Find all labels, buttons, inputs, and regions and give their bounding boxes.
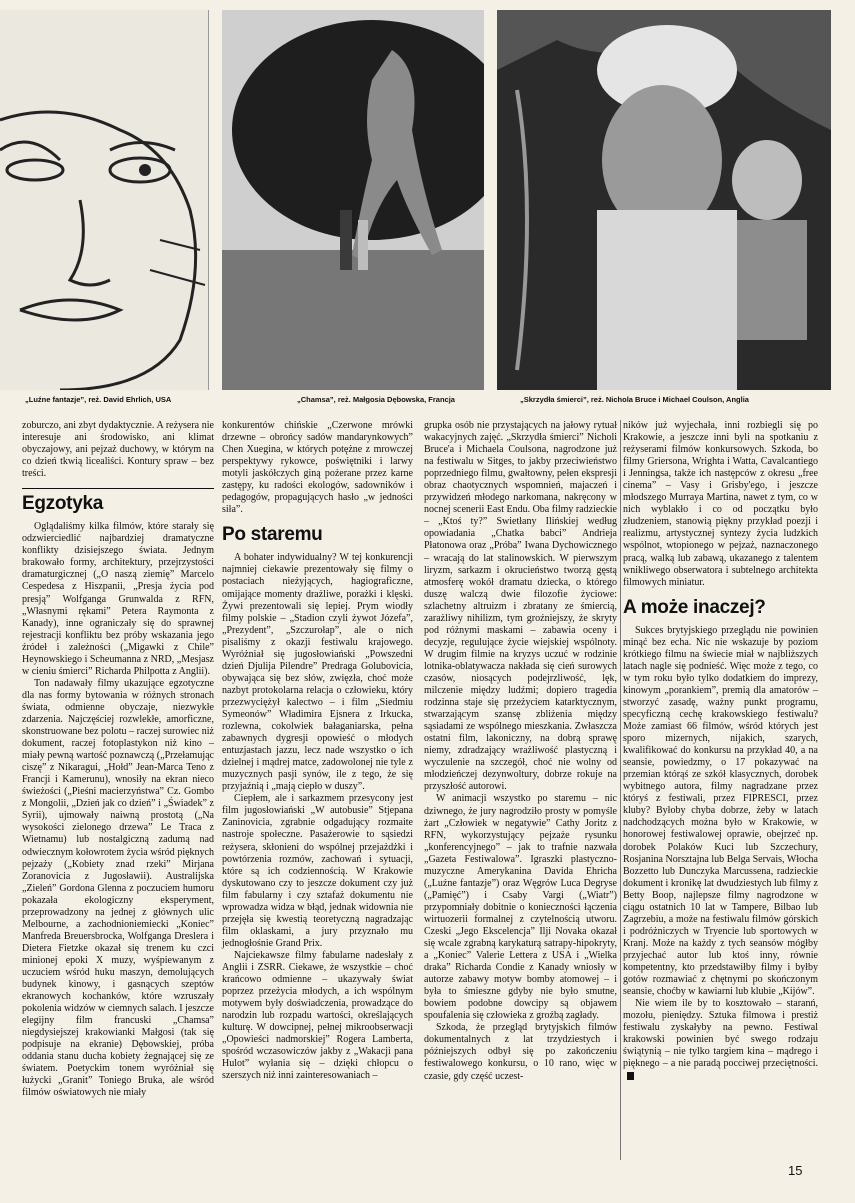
paragraph: grupka osób nie przystających na jałowy rytuał wakacyjnych zajęć. „Skrzydła śmierci” Nicholi Bruce'a i Michaela Coulsona, nagrodzone już na festiwalu w Sitges, to jakby przeciwieństwo poprzedniego filmu, gwałtowny, pełen ekspresji obraz chaotycznych wspomnień, majaczeń i przywidzeń młodego narkomana, nakręcony w nocnej scenerii East Endu. Oba filmy radzieckie – „Ktoś ty?” Swietłany Ilińskiej według opowiadania „Chatka babci” Andrieja Płatonowa oraz „Próba” Iwana Dychowicznego – wracają do lat stalinowskich. W pierwszym liryzm, sarkazm i okrucieństwo tworzą gęstą atmosferę wokół dramatu dziecka, o którego duszę walczą dwie filozofie życiowe: szlachetny altruizm i zbratany ze śmiercią, zarażliwy nihilizm, tym groźniejszy, że skryty pod różnymi maskami – zabawia oceny i decyzje, regulujące życie wiejskiej wspólnoty. W drugim filmie na kryzys uczuć w rodzinie lotnika-oblatywacza nakłada się cień surowych czasów, niosących podejrzliwość, lęk, milczenie między ludźmi; dopiero tragedia rodzinna staje się przeżyciem katarktycznym, stwarzającym szansę zbliżenia między sąsiadami ze wspólnego mieszkania. Zwłaszcza ostatni film, lakoniczny, na dobrą sprawę niemy, zdradzający wrażliwość plastyczną i wyczulenie na szczegół, choć nie wolny od młodzieńczej dezynwoltury, dobrze rokuje na przyszłość autorowi. xyxy=(424,420,617,793)
paragraph: W animacji wszystko po staremu – nic dziwnego, że jury nagrodziło prosty w pomyśle żart „Człowiek w negatywie” Cathy Joritz z RFN, wykorzystujący pejzaże rysunku „konferencyjnego” – jak to trafnie nazwała „Gazeta Festiwalowa”. Igraszki plastyczno-muzyczne Amerykanina Davida Ehricha („Luźne fantazje”) oraz Węgrów Luca Degryse („Pamięć”) i Csaby Vargi („Wiatr”) przypomniały dobitnie o konieczności łączenia wirtuozerii formalnej z czytelnością utworu. Czeski „Jego Ekscelencja” Ilji Novaka okazał się wcale zgrabną karykaturą satrapy-hipokryty, a „Koniec” Valerie Lettera z USA i „Wielka draka” Richarda Condie z Kanady wniosły w autorze zabawy motyw bomby atomowej – i była to śmieszne gdyby nie było smutne, bowiem podobne dowcipy są objawem spoufalenia się człowieka z groźbą zagłady. xyxy=(424,793,617,1022)
caption-skrzydla-smierci: „Skrzydła śmierci”, reż. Nichola Bruce i Michael Coulson, Anglia xyxy=(520,395,749,404)
paragraph: zoburczo, ani zbyt dydaktycznie. A reżysera nie interesuje ani środowisko, ani klimat obyczajowy, ani pejzaż duchowy, w którym na co dzień tkwią licealiści. Kontury spraw – bez treści. xyxy=(22,420,214,480)
text-column-1 xyxy=(22,420,214,1099)
paragraph: Szkoda, że przegląd brytyjskich filmów dokumentalnych z lat trzydziestych i późniejszych odbył się po zakończeniu festiwalowego konkursu, o 10 rano, więc w czasie, gdy część uczest- xyxy=(424,1022,617,1082)
paragraph: konkurentów chińskie „Czerwone mrówki drzewne – obrońcy sadów mandarynkowych” Chen Xuegina, w których potężne z mrowczej perspektywy rykowce, poświętniki i larwy motyli jaskółczych giną pożerane przez karne zastępy, ku radości ekologów, sadowników i pedagogów, propagujących hasło „w jedności siła”. xyxy=(222,420,413,516)
drawing-face-illustration xyxy=(0,10,208,390)
text-column-4 xyxy=(623,420,818,1082)
paragraph: Najciekawsze filmy fabularne nadesłały z Anglii i ZSRR. Ciekawe, że wszystkie – choć krańcowo odmienne – ukazywały świat poprzez przeżycia młodych, a ich wspólnym motywem były doświadczenia, prowadzące do narodzin lub rozpadu wartości, określających kulturę. W dowcipnej, pełnej mikroobserwacji „Opowieści nadmorskiej” Rogera Lamberta, spośród wczasowiczów jakby z „Wakacji pana Hulot” wyłania się – dzięki chłopcu o szerszych niż inni zainteresowaniach – xyxy=(222,949,413,1082)
paragraph: ników już wyjechała, inni rozbiegli się po Krakowie, a jeszcze inni byli na spotkaniu z reżyserami filmów konkursowych. Szkoda, bo filmy Griersona, Wrighta i Watta, Cavalcantiego i Jenningsa, także ich następców z okresu „free cinema” – Vasy i Grisby'ego, i jeszcze młodszego Murraya Martina, nawet z tym, co w nich wyblakło i co od początku było złudzeniem, stanowią piękny przykład poezji i realizmu, artystycznej syntezy życia ludzkich wspólnot, wtopionego w pejzaż, naznaczonego pracą, walką lub zabawą, ukazanego z talentem wnikliwego obserwatora i subtelnego architekta filmowych miniatur. xyxy=(623,420,818,588)
caption-chamsa: „Chamsa”, reż. Małgosia Dębowska, Francja xyxy=(297,395,455,404)
page-number: 15 xyxy=(788,1163,803,1178)
paragraph: Oglądaliśmy kilka filmów, które starały się odzwierciedlić najbardziej dramatyczne konflikty dzisiejszego świata. Jednym brakowało formy, architektury, przejrzystości dramaturgicznej („O naszą ziemię” Marcelo Cespedesa z Hiszpanii, „Presja życia pod presją” Wolfganga Grunwalda z RFN, „Własnymi rękami” Petera Raymonta z Kanady), inne ograniczały się do sprawnej rejestracji konfliktu bez próby wskazania jego źródeł i zależności („Migawki z Chile” Heynowskiego i Scheumanna z NRD, „Mesjasz w cieniu śmierci” Richarda Philpotta z Anglii). xyxy=(22,521,214,677)
photo-chamsa xyxy=(222,10,484,390)
heading-egzotyka: Egzotyka xyxy=(22,488,214,515)
column-divider xyxy=(620,420,621,1160)
paragraph xyxy=(623,998,818,1082)
text-column-3 xyxy=(424,420,617,1083)
photo-luzne-fantazje xyxy=(0,10,209,390)
paragraph: Ton nadawały filmy ukazujące egzotyczne dla nas formy bytowania w różnych stronach świata, odmienne obyczaje, niezwykłe zdarzenia. Najczęściej rozwlekłe, amorficzne, skonstruowane bez polotu – raczej surowiec niż dokument, raczej fotoplastykon niż kino – miały pewną wartość poznawczą („Przełamując ciszę” z Nikaragui, „Hołd” Jean-Marca Teno z Francji i Kamerunu), wnosiły na ekran nieco świeżości („Pieśni macierzyństwa” Cz. Gombo z Mongolii, „Dzień jak co dzień” i „Świadek” z Syrii), ujmowały naiwną prostotą („Na wysokości zielonego drzewa” Le Traca z Wietnamu) lub nostalgiczną zadumą nad odwiecznym kołowrotem życia wśród pięknych pejzaży („Kobiety znad rzeki” Mirjana Zoranovicia z Jugosławii). Australijska „Zieleń” Gordona Glenna z poczuciem humoru pokazała ekologiczny eksperyment, przeprowadzony na jednej z głównych ulic Melbourne, a zachodnioniemiecki „Koniec” Manfreda Breuersbrocka, Wolfganga Dreslera i Dietera Fietzke okazał się trenem ku czci minionej epoki X muzy, wyśpiewanym z uczuciem wśród huku maszyn, demolujących budynek kinowy, i gasnących szeptów ekranowych kochanków, które wzruszały pokolenia widzów w ciemnych salach. I jeszcze elegijny film francuski „Chamsa” niegdysiejszej krakowianki Małgosi (tak się podpisuje na ekranie) Dębowskiej, próba oddania stanu ducha kobiety żegnającej się ze światem. Poetyckim tonem wyróżniał się łużycki „Granit” Toniego Bruka, ale wśród filmów oświatowych nie miały xyxy=(22,677,214,1099)
paragraph: A bohater indywidualny? W tej konkurencji najmniej ciekawie prezentowały się filmy o postaciach nieżyjących, hagiograficzne, omijające momenty drażliwe, porażki i klęski. Żywi prezentowali się lepiej. Prym wiodły filmy polskie – „Stadion czyli żywot Józefa”, „Prezydent”, „Szczurołap”, ale o nich pisaliśmy z okazji festiwalu krajowego. Wyróżniał się jugosłowiański „Powszedni dzień Djulija Pilendre” Predraga Golubovicia, obywająca się bez słów, zwięzła, choć może nazbyt protokolarna relacja o człowieku, który przezwyciężył kalectwo – i film „Siedmiu Symeonów” Władimira Ejsnera z Irkucka, rozlewna, cokolwiek bałaganiarska, pełna zabawnych dygresji opowieść o młodych entuzjastach jazzu, lecz nade wszystko o ich dzielnej i mądrej matce, zadowolonej nie tyle z muzycznych pasji synów, ile z tego, że się przyjaźnią i „mają ciepło w duszy”. xyxy=(222,552,413,793)
paragraph: Sukces brytyjskiego przeglądu nie powinien minąć bez echa. Nic nie wskazuje by poziom krótkiego filmu na świecie miał w najbliższych latach nagle się podnieść. Więc może z tego, co w tym roku było tylko dodatkiem do imprezy, kinowym „porankiem”, premią dla amatorów – stworzyć zasadę, ważny punkt programu, specyficzną cechę krakowskiego festiwalu? Może zamiast 66 filmów, wśród których jest sporo mizernych, nijakich, szarych, kwalifikować do konkursu na przykład 40, a na seansie, powiedzmy, o 17 pokazywać na przemian którąś ze szkół klasycznych, dorobek wybitnego autora, filmy nagradzane przez któryś z festiwali, przez FIPRESCI, przez kluby? Byłoby chyba dobrze, żeby w latach nadchodzących można było w Krakowie, w honorowej festiwalowej oprawie, obejrzeć np. dorobek Polaków Kuci lub Szczechury, Rosjanina Norsztajna lub Belga Servais, Włocha Bozzetto lub Dunczyka Marcussena, radzieckie dokument i kronikę lat dwudziestych lub filmy z Betty Boop, najlepsze filmy nagrodzone w ciągu ostatnich 10 lat w Tampere, Bilbao lub Zagrzebiu, a może na festiwalu filmów górskich i podróżniczych w Tryencie lub sportowych w Kranj. Może na każdy z tych seansów mógłby przyjechać autor lub ktoś inny, równie kompetentny, kto przedstawiłby filmy i byłby gotów rozmawiać z chętnymi po skończonym seansie, choćby w kawiarni lub klubie „Kijów”. xyxy=(623,624,818,998)
caption-luzne-fantazje: „Luźne fantazje”, reż. David Ehrlich, USA xyxy=(25,395,172,404)
text-column-2 xyxy=(222,420,413,1082)
end-of-article-mark xyxy=(627,1072,634,1080)
heading-po-staremu: Po staremu xyxy=(222,524,323,546)
photo-skrzydla-smierci xyxy=(497,10,831,390)
heading-a-moze-inaczej: A może inaczej? xyxy=(623,596,766,618)
photo-horse-scene xyxy=(222,10,484,390)
paragraph: Ciepłem, ale i sarkazmem przesycony jest film jugosłowiański „W autobusie” Stjepana Zaninovicia, zgrabnie odgadujący rozmaite nastroje społeczne. Pasażerowie to sąsiedzi reżysera, skłonieni do wspólnej przejażdżki i powtórzenia rozmów, zachowań i sytuacji, które są ich codziennością. W Krakowie dyskutowano czy to jeszcze dokument czy już film fabularny i czy sztafaż dokumentu nie wprowadza widza w błąd, jednak widownia nie przejęła się kwestią teoretyczną nagradzając film oklaskami, a jury przyznało mu jednogłośnie Grand Prix. xyxy=(222,793,413,949)
photo-child-with-doll xyxy=(497,10,831,390)
paragraph-text: Nie wiem ile by to kosztowało – staranń, mozołu, pieniędzy. Sztuka filmowa i prestiż festiwalu zyskałyby na pewno. Festiwal krakowski powinien być swego rodzaju świątynią – nie tylko targiem kina – mądrego i pięknego – a nie paradą pocciwej przeciętności. xyxy=(623,998,818,1070)
